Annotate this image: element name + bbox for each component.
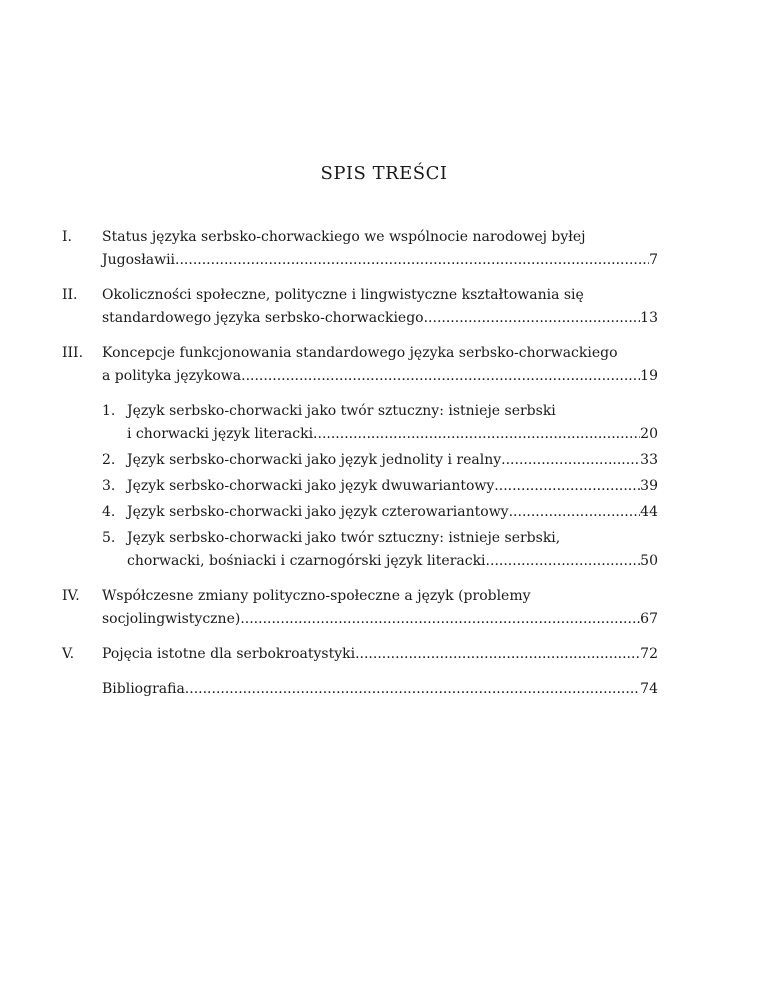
dot-leader [355,643,640,666]
toc-entry-1 [62,226,658,272]
toc-subentry-number: 4. [102,504,116,520]
toc-subentry-text: i chorwacki język literacki [127,426,314,442]
dot-leader [240,608,640,631]
dot-leader [494,475,640,498]
dot-leader [486,550,641,573]
toc-subentry-2 [102,449,658,472]
toc-subentry-1 [102,400,658,446]
toc-subentry-number: 5. [102,530,116,546]
dot-leader [313,423,640,446]
toc-subentry-4 [102,501,658,524]
dot-leader [509,501,641,524]
toc-subentry-number: 1. [102,403,116,419]
toc-entry-number: II. [62,287,78,303]
toc-page-number: 7 [649,252,658,268]
dot-leader [175,249,649,272]
toc-entry-text: standardowego języka serbsko-chorwackiego [102,310,424,326]
toc-page-number: 39 [640,478,658,494]
toc-subentry-5 [102,527,658,573]
toc-entry-3 [62,342,658,388]
toc-entry-text: Jugosławii [102,252,176,268]
toc-subentry-text: Język serbsko-chorwacki jako twór sztuczny: istnieje serbski [127,403,556,419]
toc-subentry-text: Język serbsko-chorwacki jako twór sztuczny: istnieje serbski, [127,530,561,546]
toc-subentry-number: 2. [102,452,116,468]
toc-page-number: 74 [640,681,658,697]
toc-subentry-3 [102,475,658,498]
toc-entry-text: Pojęcia istotne dla serbokroatystyki [102,646,356,662]
page-title: SPIS TREŚCI [320,163,448,184]
toc-page-number: 44 [640,504,658,520]
toc-subentry-number: 3. [102,478,116,494]
toc-page-number: 19 [640,368,658,384]
dot-leader [501,449,640,472]
toc-entry-number: III. [62,345,84,361]
toc-entry-text: Status języka serbsko-chorwackiego we wspólnocie narodowej byłej [102,229,586,245]
dot-leader [241,365,640,388]
toc-entry-text: a polityka językowa [102,368,242,384]
dot-leader [424,307,641,330]
toc-entry-4 [62,585,658,631]
toc-page-number: 67 [640,611,658,627]
toc-entry-text: Współczesne zmiany polityczno-społeczne a język (problemy [102,588,531,604]
toc-page-number: 72 [640,646,658,662]
toc-entry-number: V. [62,646,75,662]
toc-entry-number: I. [62,229,72,245]
toc-subentry-text: Język serbsko-chorwacki jako język czterowariantowy [127,504,509,520]
toc-entry-text: Koncepcje funkcjonowania standardowego języka serbsko-chorwackiego [102,345,618,361]
toc-entry-5 [62,643,658,666]
toc-entry-number: IV. [62,588,80,604]
toc-page-number: 33 [640,452,658,468]
toc-page-number: 13 [640,310,658,326]
toc-subentry-text: Język serbsko-chorwacki jako język jednolity i realny [127,452,502,468]
toc-entry-text: Bibliografia [102,681,185,697]
toc-subentry-text: chorwacki, bośniacki i czarnogórski język literacki [127,553,486,569]
toc-entry-number [62,678,102,701]
toc-page-number: 20 [640,426,658,442]
toc-entry-text: Okoliczności społeczne, polityczne i lingwistyczne kształtowania się [102,287,584,303]
dot-leader [185,678,640,701]
toc-entry-text: socjolingwistyczne) [102,611,241,627]
toc-page-number: 50 [640,553,658,569]
toc-subentry-text: Język serbsko-chorwacki jako język dwuwariantowy [127,478,495,494]
toc-entry-2 [62,284,658,330]
table-of-contents [62,226,658,701]
toc-entry-bibliography [62,678,658,701]
